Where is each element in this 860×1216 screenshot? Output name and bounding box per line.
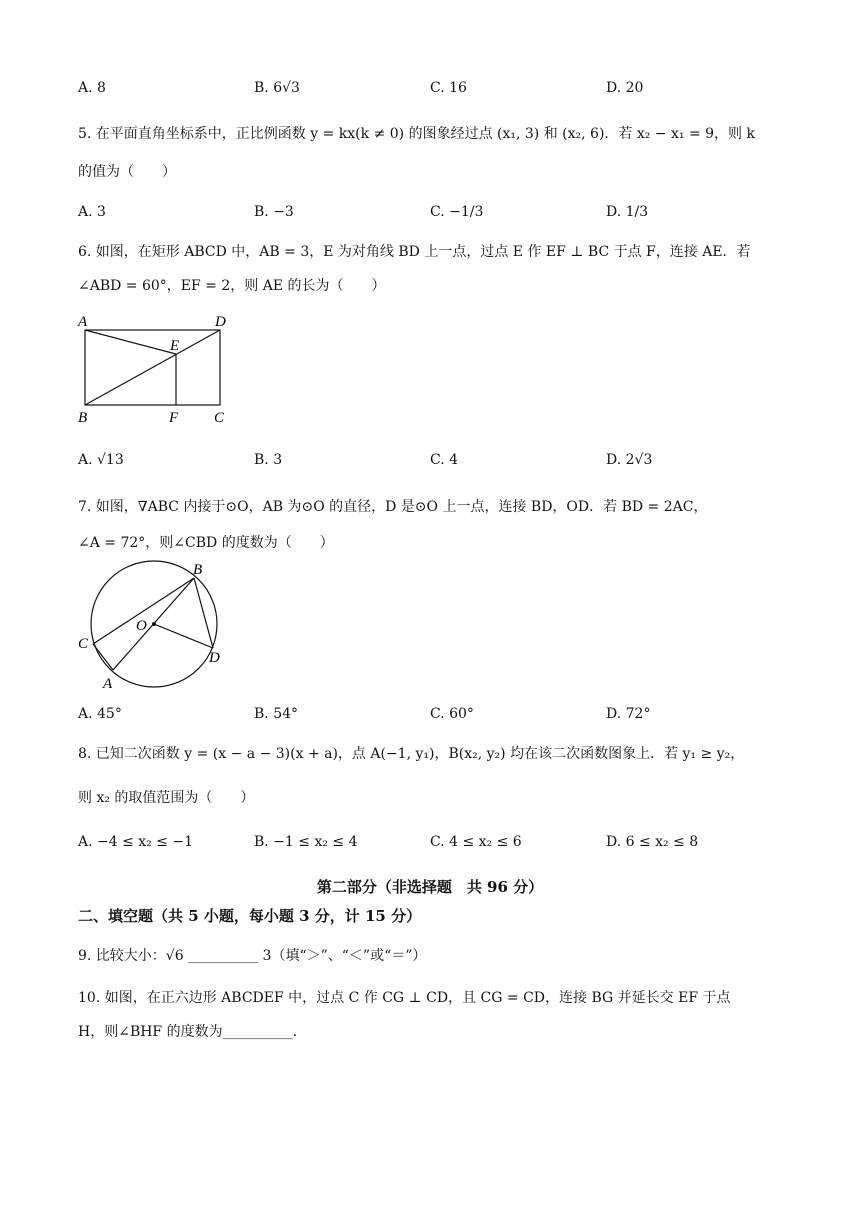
q7-option-d: D. 72° [606,706,651,722]
q9-stem: 9. 比较大小：√6 __________ 3（填“＞”、“＜”或“＝”） [78,948,427,964]
q4-option-d: D. 20 [606,80,644,96]
q10-stem-line1: 10. 如图，在正六边形 ABCDEF 中，过点 C 作 CG ⊥ CD，且 CG = CD，连接 BG 并延长交 EF 于点 [78,990,731,1006]
label-e: E [170,338,180,354]
q7-option-b: B. 54° [254,706,299,722]
q6-option-b: B. 3 [254,452,283,468]
q5-stem-line2: 的值为（ ） [78,164,176,180]
q6-option-a: A. √13 [78,452,124,468]
q7-stem-line1: 7. 如图，∇ABC 内接于⊙O，AB 为⊙O 的直径，D 是⊙O 上一点，连接 BD，OD．若 BD = 2AC， [78,499,708,515]
segment-ae [85,330,176,354]
q6-stem-line2: ∠ABD = 60°，EF = 2，则 AE 的长为（ ） [78,278,386,294]
q7-option-a: A. 45° [78,706,122,722]
q4-option-c: C. 16 [430,80,467,96]
q6-option-c: C. 4 [430,452,459,468]
q8-stem-line2: 则 x₂ 的取值范围为（ ） [78,790,255,806]
q5-stem-line1: 5. 在平面直角坐标系中，正比例函数 y = kx(k ≠ 0) 的图象经过点 (x₁, 3) 和 (x₂, 6)．若 x₂ − x₁ = 9，则 k [78,126,755,142]
q8-option-b: B. −1 ≤ x₂ ≤ 4 [254,834,358,850]
label-f: F [169,410,179,426]
q8-option-a: A. −4 ≤ x₂ ≤ −1 [78,834,194,850]
label-d: D [209,650,220,666]
label-o: O [136,618,147,634]
section2-title: 二、填空题（共 5 小题，每小题 3 分，计 15 分） [78,907,422,925]
q4-option-b: B. 6√3 [254,80,300,96]
q5-option-c: C. −1/3 [430,204,484,220]
label-c: C [214,410,225,426]
q7-stem-line2: ∠A = 72°，则∠CBD 的度数为（ ） [78,535,334,551]
center-point-o [152,622,156,626]
label-b: B [193,562,203,578]
q6-rectangle-figure [70,308,240,430]
q10-stem-line2: H，则∠BHF 的度数为__________. [78,1024,298,1040]
q8-option-c: C. 4 ≤ x₂ ≤ 6 [430,834,522,850]
q4-option-a: A. 8 [78,80,106,96]
label-c: C [78,636,89,652]
q6-stem-line1: 6. 如图，在矩形 ABCD 中，AB = 3，E 为对角线 BD 上一点，过点 E 作 EF ⊥ BC 于点 F，连接 AE．若 [78,244,751,260]
q5-option-d: D. 1/3 [606,204,649,220]
segment-ca [93,644,113,670]
part2-title: 第二部分（非选择题 共 96 分） [316,878,544,896]
q5-option-a: A. 3 [78,204,106,220]
q7-circle-figure [70,560,240,694]
q6-option-d: D. 2√3 [606,452,653,468]
segment-od [154,624,213,648]
label-b: B [78,410,88,426]
label-a: A [103,676,113,692]
label-d: D [215,314,226,330]
q7-option-c: C. 60° [430,706,474,722]
q8-stem-line1: 8. 已知二次函数 y = (x − a − 3)(x + a)，点 A(−1, y₁)，B(x₂, y₂) 均在该二次函数图象上．若 y₁ ≥ y₂， [78,746,745,762]
segment-bd [194,578,213,648]
q5-option-b: B. −3 [254,204,294,220]
diagonal-bd [85,330,220,405]
label-a: A [78,314,88,330]
q8-option-d: D. 6 ≤ x₂ ≤ 8 [606,834,699,850]
